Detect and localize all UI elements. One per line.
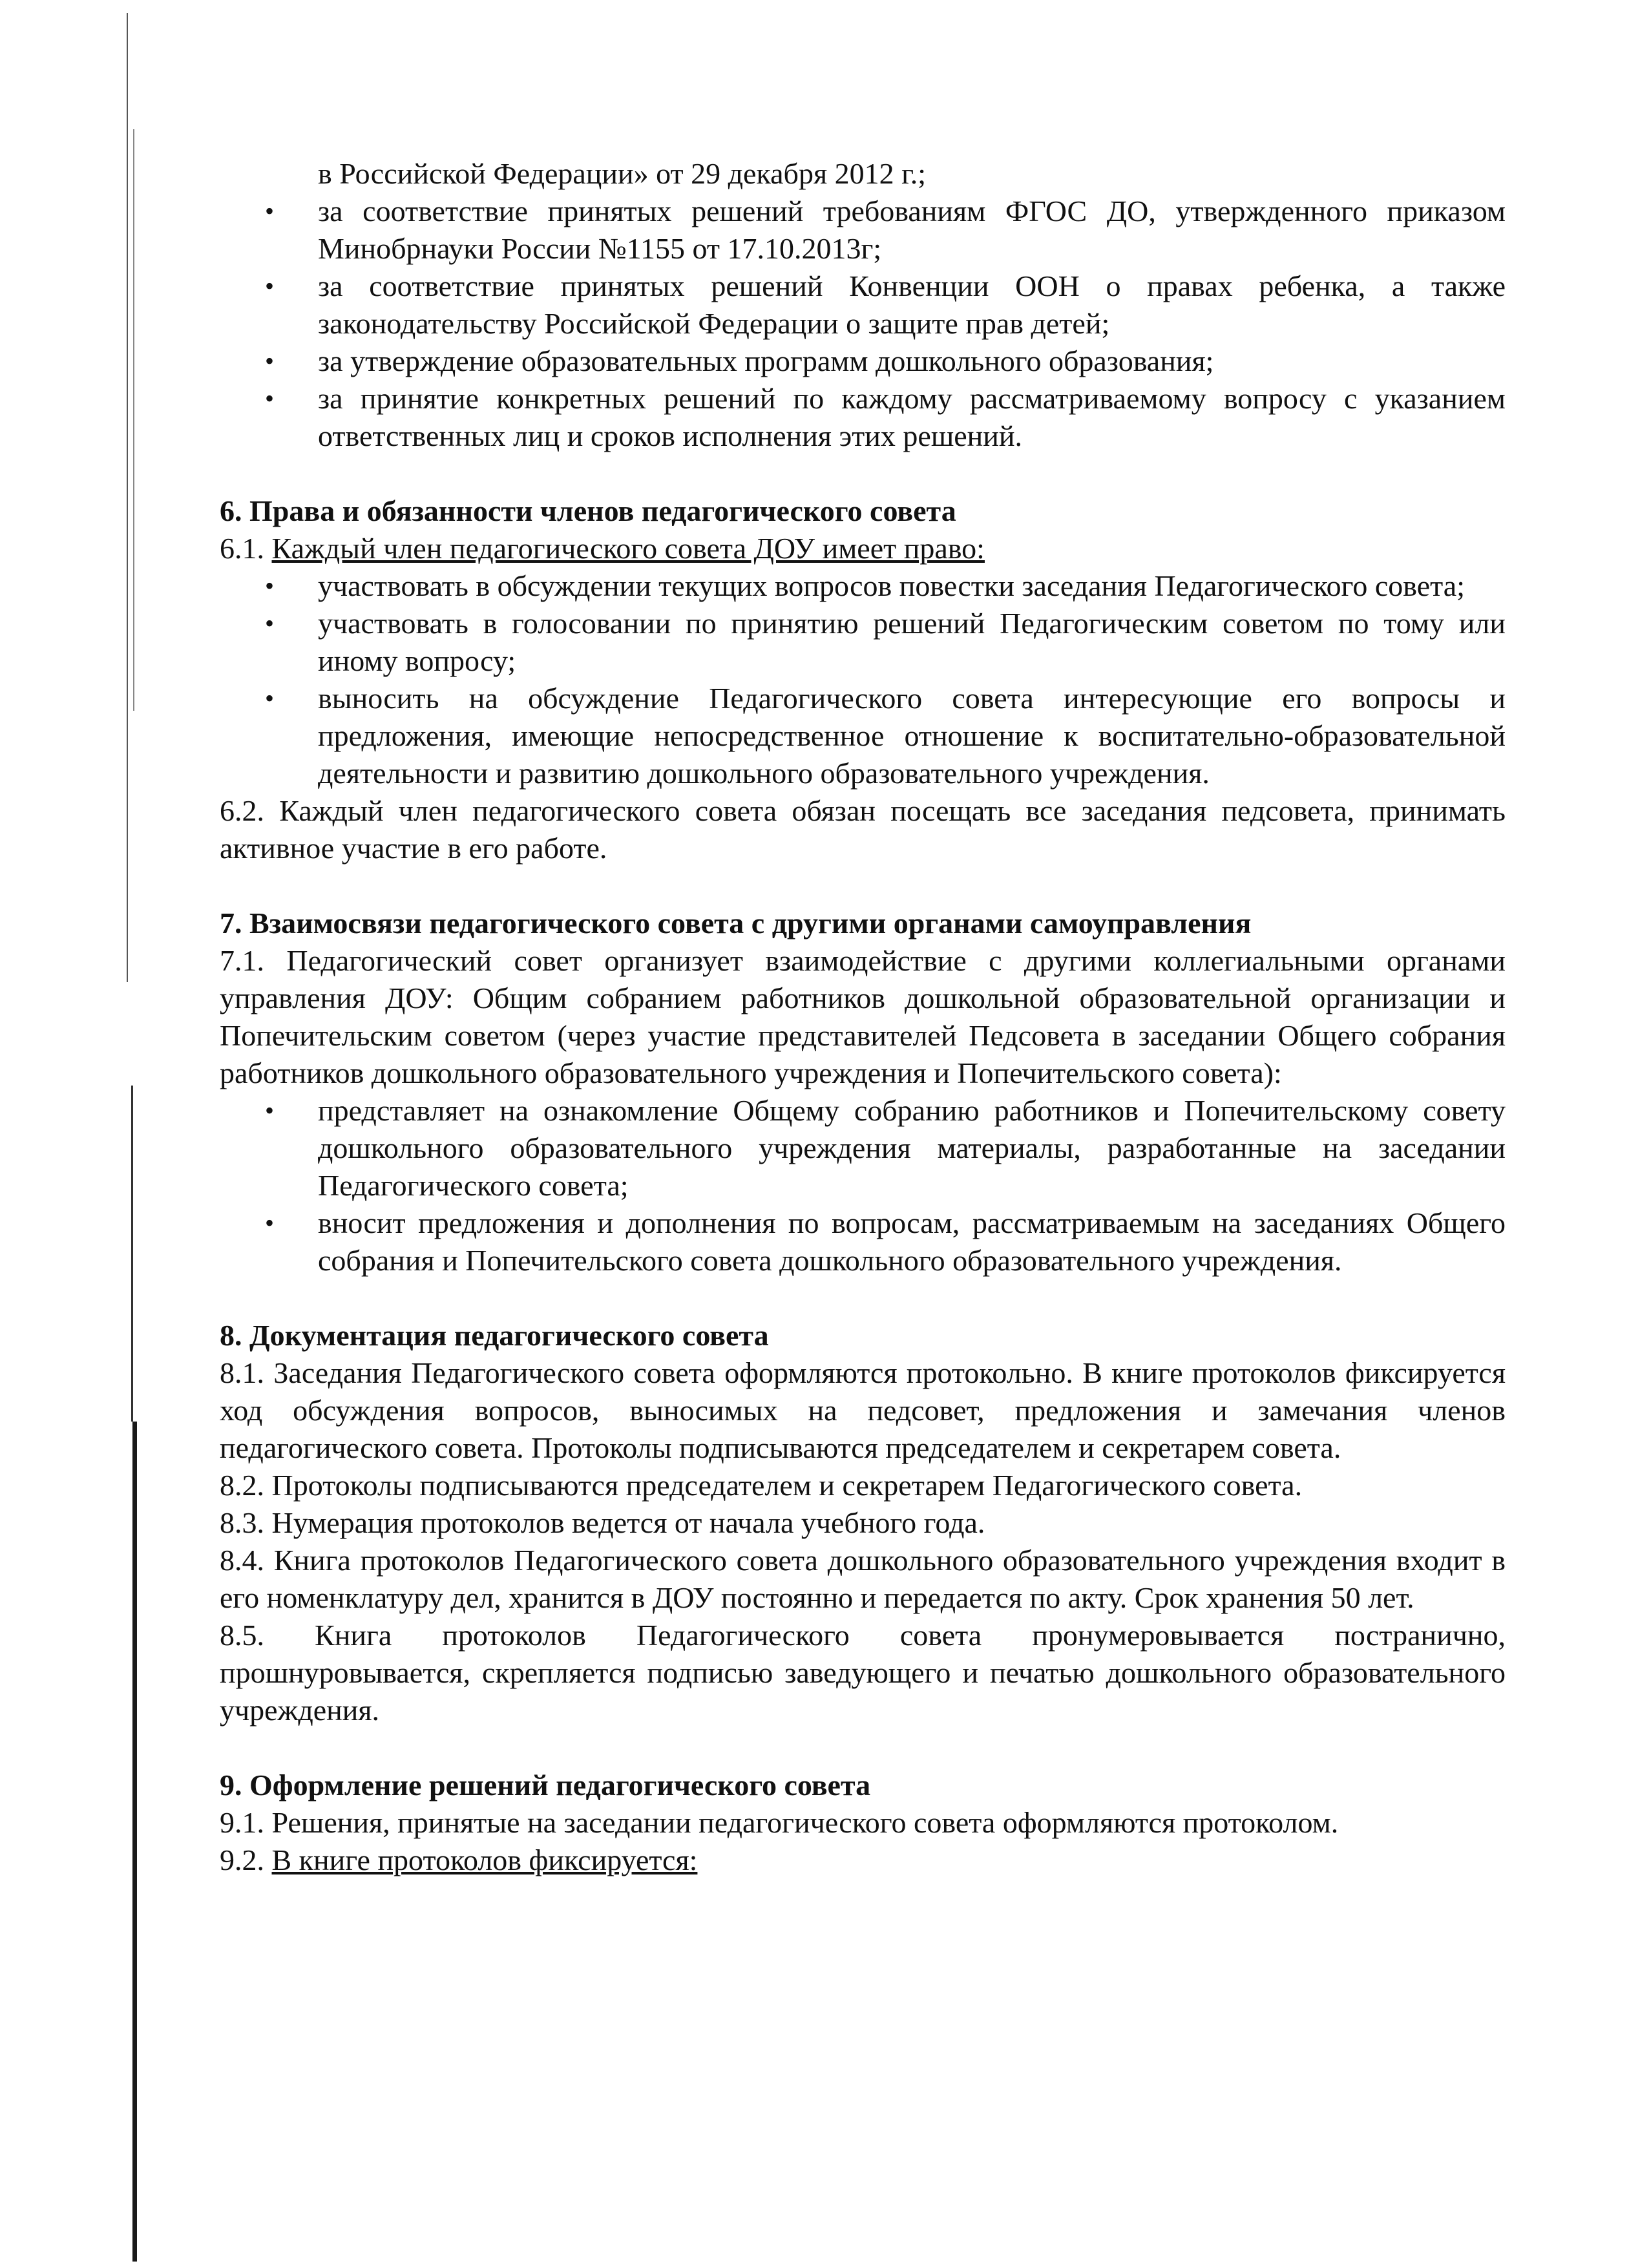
- section-9-paragraph-1: 9.1. Решения, принятые на заседании педагогического совета оформляются протоколом.: [220, 1806, 1339, 1839]
- intro-bullet-list: [220, 193, 1506, 455]
- document-body: [220, 155, 1506, 1879]
- bullet-icon: •: [265, 571, 275, 600]
- intro-continuation: в Российской Федерации» от 29 декабря 2012 г.;: [318, 157, 927, 190]
- section-8-heading: 8. Документация педагогического совета: [220, 1319, 769, 1352]
- scan-edge-line: [133, 129, 134, 711]
- list-item: • выносить на обсуждение Педагогического совета интересующие его вопросы и предложения, имеющие непосредственное отношение к воспитательно-образовательной деятельности и развитию дошкольного образовательного учреждения.: [220, 680, 1506, 792]
- bullet-icon: •: [265, 384, 275, 413]
- section-8-paragraph-3: 8.3. Нумерация протоколов ведется от начала учебного года.: [220, 1506, 985, 1539]
- list-item: • участвовать в обсуждении текущих вопросов повестки заседания Педагогического совета;: [220, 567, 1506, 605]
- bullet-icon: •: [265, 196, 275, 226]
- scan-edge-line: [131, 1086, 133, 1422]
- section-8-paragraph-2: 8.2. Протоколы подписываются председателем и секретарем Педагогического совета.: [220, 1469, 1303, 1502]
- list-item: • представляет на ознакомление Общему собранию работников и Попечительскому совету дошкольного образовательного учреждения материалы, разработанные на заседании Педагогического совета;: [220, 1092, 1506, 1204]
- bullet-icon: •: [265, 609, 275, 638]
- section-6-bullet-list: [220, 567, 1506, 792]
- bullet-icon: •: [265, 346, 275, 375]
- section-8-paragraph-5: 8.5. Книга протоколов Педагогического совета пронумеровывается постранично, прошнуровывается, скрепляется подписью заведующего и печатью дошкольного образовательного учреждения.: [220, 1619, 1506, 1727]
- bullet-icon: •: [265, 271, 275, 300]
- list-item: • за соответствие принятых решений требованиям ФГОС ДО, утвержденного приказом Минобрнауки России №1155 от 17.10.2013г;: [220, 193, 1506, 268]
- section-6-paragraph-2: 6.2. Каждый член педагогического совета обязан посещать все заседания педсовета, принимать активное участие в его работе.: [220, 794, 1506, 865]
- list-item: • участвовать в голосовании по принятию решений Педагогическим советом по тому или иному вопросу;: [220, 605, 1506, 680]
- section-6-paragraph-1: 6.1. Каждый член педагогического совета ДОУ имеет право:: [220, 532, 985, 565]
- section-7-bullet-list: [220, 1092, 1506, 1279]
- scan-edge-line: [127, 13, 128, 982]
- section-7-paragraph-1: 7.1. Педагогический совет организует взаимодействие с другими коллегиальными органами управления ДОУ: Общим собранием работников дошкольной образовательной организации и Попечительским советом (через участие представителей Педсовета в заседании Общего собрания работников дошкольного образовательного учреждения и Попечительского совета):: [220, 944, 1506, 1089]
- list-item: • за соответствие принятых решений Конвенции ООН о правах ребенка, а также законодательству Российской Федерации о защите прав детей;: [220, 268, 1506, 342]
- bullet-icon: •: [265, 684, 275, 713]
- section-8-paragraph-4: 8.4. Книга протоколов Педагогического совета дошкольного образовательного учреждения входит в его номенклатуру дел, хранится в ДОУ постоянно и передается по акту. Срок хранения 50 лет.: [220, 1544, 1506, 1614]
- list-item: • за принятие конкретных решений по каждому рассматриваемому вопросу с указанием ответственных лиц и сроков исполнения этих решений.: [220, 380, 1506, 455]
- list-item: • за утверждение образовательных программ дошкольного образования;: [220, 342, 1506, 380]
- section-9-heading: 9. Оформление решений педагогического совета: [220, 1769, 871, 1801]
- section-6-heading: 6. Права и обязанности членов педагогического совета: [220, 494, 956, 527]
- scan-edge-line: [132, 1422, 137, 2262]
- section-8-paragraph-1: 8.1. Заседания Педагогического совета оформляются протокольно. В книге протоколов фиксируется ход обсуждения вопросов, выносимых на педсовет, предложения и замечания членов педагогического совета. Протоколы подписываются председателем и секретарем совета.: [220, 1356, 1506, 1464]
- bullet-icon: •: [265, 1208, 275, 1237]
- section-7-heading: 7. Взаимосвязи педагогического совета с другими органами самоуправления: [220, 907, 1252, 940]
- section-9-paragraph-2: 9.2. В книге протоколов фиксируется:: [220, 1843, 698, 1876]
- list-item: • вносит предложения и дополнения по вопросам, рассматриваемым на заседаниях Общего собрания и Попечительского совета дошкольного образовательного учреждения.: [220, 1204, 1506, 1279]
- bullet-icon: •: [265, 1096, 275, 1125]
